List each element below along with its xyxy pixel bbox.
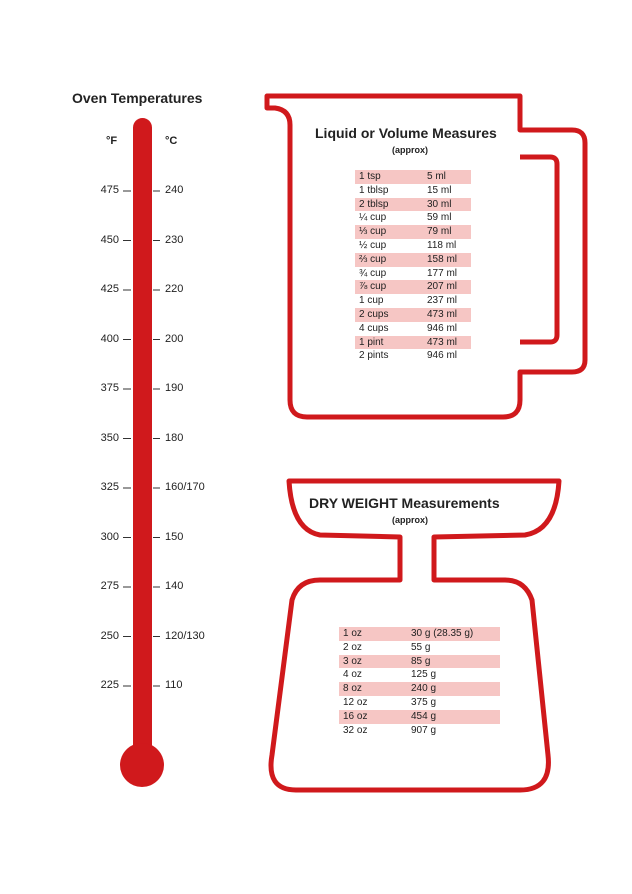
fahrenheit-tick-label: 425 <box>100 283 119 295</box>
table-row <box>355 336 471 350</box>
imperial-value: 8 oz <box>339 682 407 696</box>
metric-value: 30 g (28.35 g) <box>407 627 500 641</box>
dry-subtitle: (approx) <box>392 515 428 525</box>
imperial-value: 3 oz <box>339 655 407 669</box>
imperial-value: 2 oz <box>343 641 362 653</box>
metric-value: 946 ml <box>427 350 458 362</box>
fahrenheit-tick-label: 325 <box>100 481 119 493</box>
liquid-table <box>355 170 471 363</box>
metric-value: 158 ml <box>423 253 471 267</box>
fahrenheit-tick-label: 350 <box>100 431 119 444</box>
metric-value: 207 ml <box>423 280 471 294</box>
metric-value: 375 g <box>411 696 437 708</box>
fahrenheit-tick-label: 225 <box>100 679 119 691</box>
imperial-value: 1 tblsp <box>359 184 389 196</box>
celsius-tick-label: 240 <box>165 184 184 196</box>
imperial-value: 12 oz <box>343 696 368 708</box>
imperial-value: 2 tblsp <box>355 198 423 212</box>
fahrenheit-tick-label: 250 <box>100 629 119 642</box>
celsius-tick-label: 140 <box>165 580 184 592</box>
metric-value: 125 g <box>411 669 437 681</box>
metric-value: 473 ml <box>423 308 471 322</box>
metric-value: 30 ml <box>423 198 471 212</box>
imperial-value: 16 oz <box>339 710 407 724</box>
celsius-tick-label: 150 <box>165 530 184 543</box>
table-row <box>339 710 500 724</box>
metric-value: 473 ml <box>423 336 471 350</box>
table-row <box>339 627 500 641</box>
table-row <box>339 668 500 682</box>
metric-value: 5 ml <box>423 170 471 184</box>
liquid-subtitle: (approx) <box>392 145 428 155</box>
imperial-value: 2 cups <box>355 308 423 322</box>
metric-value: 946 ml <box>427 322 458 334</box>
fahrenheit-tick-label: 450 <box>100 233 119 246</box>
table-row <box>355 322 471 336</box>
imperial-value: ¼ cup <box>359 212 387 224</box>
metric-value: 240 g <box>407 682 500 696</box>
celsius-tick-label: 230 <box>165 233 184 246</box>
table-row <box>355 211 471 225</box>
imperial-value: ⅔ cup <box>355 253 423 267</box>
dry-title: DRY WEIGHT Measurements <box>309 495 500 511</box>
table-row <box>355 253 471 267</box>
table-row <box>339 682 500 696</box>
imperial-value: 1 tsp <box>355 170 423 184</box>
imperial-value: 4 oz <box>343 669 362 681</box>
celsius-tick-label: 220 <box>165 283 184 295</box>
table-row <box>355 349 471 363</box>
metric-value: 454 g <box>407 710 500 724</box>
oven-title: Oven Temperatures <box>72 90 203 106</box>
table-row <box>355 280 471 294</box>
fahrenheit-tick-label: 300 <box>100 530 119 543</box>
table-row <box>355 225 471 239</box>
imperial-value: 32 oz <box>343 724 368 736</box>
table-row <box>355 184 471 198</box>
table-row <box>355 267 471 281</box>
imperial-value: 1 pint <box>355 336 423 350</box>
dry-table <box>339 627 500 737</box>
imperial-value: 4 cups <box>359 322 389 334</box>
metric-value: 15 ml <box>427 184 452 196</box>
table-row <box>339 655 500 669</box>
metric-value: 55 g <box>411 641 431 653</box>
metric-value: 59 ml <box>427 212 452 224</box>
metric-value: 79 ml <box>423 225 471 239</box>
metric-value: 118 ml <box>427 239 457 251</box>
table-row <box>339 696 500 710</box>
imperial-value: ⅓ cup <box>355 225 423 239</box>
imperial-value: 1 oz <box>339 627 407 641</box>
fahrenheit-tick-label: 275 <box>100 580 119 592</box>
fahrenheit-label: °F <box>106 135 118 147</box>
fahrenheit-tick-label: 400 <box>100 332 119 345</box>
metric-value: 177 ml <box>427 267 458 279</box>
table-row <box>339 641 500 655</box>
table-row <box>355 294 471 308</box>
table-row <box>355 170 471 184</box>
table-row <box>355 198 471 212</box>
metric-value: 907 g <box>411 724 437 736</box>
celsius-tick-label: 180 <box>165 431 184 444</box>
liquid-title: Liquid or Volume Measures <box>315 125 497 141</box>
celsius-label: °C <box>165 135 178 147</box>
imperial-value: ¾ cup <box>359 267 387 279</box>
imperial-value: ⅞ cup <box>355 280 423 294</box>
fahrenheit-tick-label: 375 <box>100 382 119 394</box>
metric-value: 85 g <box>407 655 500 669</box>
thermometer <box>120 118 164 787</box>
celsius-tick-label: 190 <box>165 382 184 394</box>
imperial-value: ½ cup <box>359 239 387 251</box>
imperial-value: 2 pints <box>359 350 389 362</box>
fahrenheit-tick-label: 475 <box>100 184 119 196</box>
celsius-tick-label: 200 <box>165 332 184 345</box>
metric-value: 237 ml <box>427 295 458 307</box>
celsius-tick-label: 160/170 <box>165 481 205 493</box>
table-row <box>339 724 500 738</box>
celsius-tick-label: 120/130 <box>165 629 205 642</box>
imperial-value: 1 cup <box>359 295 384 307</box>
table-row <box>355 239 471 253</box>
table-row <box>355 308 471 322</box>
celsius-tick-label: 110 <box>165 679 183 691</box>
